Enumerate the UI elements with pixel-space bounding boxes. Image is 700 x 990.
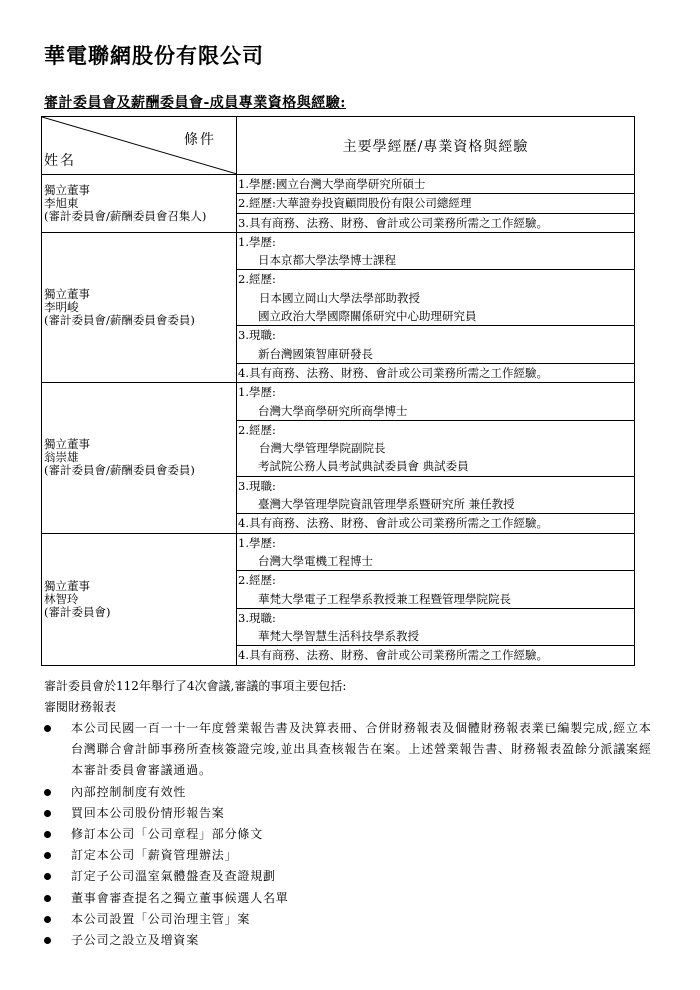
list-item — [44, 866, 656, 887]
member-role: (審計委員會/薪酬委員會委員) — [44, 313, 195, 328]
bullet-icon — [44, 852, 51, 859]
member-qualifications-cell — [237, 232, 635, 382]
member-name: 李旭東 — [44, 195, 79, 210]
list-item — [44, 909, 656, 930]
list-item — [44, 824, 656, 845]
member-name-cell — [42, 533, 237, 665]
qualification-line: 臺灣大學管理學院資訊管理學系暨研究所 兼任教授 — [237, 495, 634, 514]
list-item — [44, 782, 656, 803]
member-role: (審計委員會/薪酬委員會召集人) — [44, 208, 207, 223]
list-item-text: 本公司設置「公司治理主管」案 — [71, 911, 251, 926]
qualification-line: 日本國立岡山大學法學部助教授 — [259, 290, 420, 305]
diagonal-header-cell — [42, 117, 237, 175]
member-title: 獨立董事 — [44, 437, 90, 452]
qualification-line: 華梵大學電子工程學系教授兼工程暨管理學院院長 — [237, 590, 634, 609]
member-name: 翁崇雄 — [44, 450, 79, 465]
qualification-line: 2.經歷: — [238, 573, 276, 588]
qualification-line: 2.經歷: — [238, 272, 276, 287]
member-name-cell — [42, 175, 237, 233]
review-items-list — [44, 718, 656, 951]
list-item-text: 董事會審查提名之獨立董事候選人名單 — [71, 890, 289, 905]
table-row — [42, 383, 635, 533]
list-item-text: 子公司之設立及增資案 — [71, 933, 200, 948]
member-qualifications-cell — [237, 383, 635, 533]
bullet-icon — [44, 810, 51, 817]
list-item-text: 買回本公司股份情形報告案 — [71, 805, 225, 820]
member-role: (審計委員會/薪酬委員會委員) — [44, 463, 195, 478]
bullet-icon — [44, 916, 51, 923]
member-role: (審計委員會) — [44, 604, 111, 619]
member-qualifications-cell — [237, 175, 635, 233]
qualification-line: 1.學歷:國立台灣大學商學研究所碩士 — [237, 175, 634, 194]
list-item-text: 訂定本公司「薪資管理辦法」 — [71, 848, 238, 863]
bullet-icon — [44, 725, 51, 732]
table-header-row — [42, 117, 635, 175]
qualification-line: 考試院公務人員考試典試委員會 典試委員 — [237, 457, 634, 476]
qualification-line: 3.現職: — [238, 610, 276, 625]
list-item — [44, 845, 656, 866]
qualification-line: 華梵大學智慧生活科技學系教授 — [237, 627, 634, 646]
qualification-line: 3.現職: — [238, 478, 276, 493]
qualification-line: 3.具有商務、法務、財務、會計或公司業務所需之工作經驗。 — [238, 215, 548, 230]
qualification-line: 1.學歷: — [238, 535, 276, 550]
member-qualifications-cell — [237, 533, 635, 665]
qualification-line: 台灣大學電機工程博士 — [237, 552, 634, 571]
list-item-text: 內部控制制度有效性 — [71, 784, 187, 799]
bullet-icon — [44, 895, 51, 902]
list-item — [44, 718, 656, 782]
bullet-icon — [44, 789, 51, 796]
qualification-line: 1.學歷: — [238, 234, 276, 249]
qualification-line: 4.具有商務、法務、財務、會計或公司業務所需之工作經驗。 — [238, 365, 548, 380]
list-item-text: 訂定子公司溫室氣體盤查及查證規劃 — [71, 869, 276, 884]
qualification-line: 台灣大學商學研究所商學博士 — [237, 402, 634, 421]
header-qualifications: 主要學經歷/專業資格與經驗 — [237, 117, 635, 175]
qualification-line: 台灣大學管理學院副院長 — [259, 441, 386, 456]
member-title: 獨立董事 — [44, 287, 90, 302]
bullet-icon — [44, 831, 51, 838]
member-name: 林智玲 — [44, 591, 79, 606]
meetings-text: 審計委員會於112年舉行了4次會議,審議的事項主要包括: — [44, 679, 347, 693]
qualification-line: 新台灣國策智庫研發長 — [237, 345, 634, 364]
member-name-cell — [42, 232, 237, 382]
list-item — [44, 888, 656, 909]
table-row — [42, 232, 635, 382]
member-title: 獨立董事 — [44, 578, 90, 593]
qualification-line: 1.學歷: — [238, 385, 276, 400]
section-title: 審計委員會及薪酬委員會-成員專業資格與經驗: — [44, 95, 346, 111]
member-name: 李明峻 — [44, 300, 79, 315]
table-row — [42, 175, 635, 233]
bullet-icon — [44, 937, 51, 944]
qualification-line: 2.經歷: — [238, 422, 276, 437]
meetings-summary — [44, 676, 346, 718]
qualification-line: 4.具有商務、法務、財務、會計或公司業務所需之工作經驗。 — [238, 648, 548, 663]
header-name: 姓名 — [44, 153, 76, 169]
review-title: 審閱財務報表 — [44, 700, 117, 714]
list-item-text: 修訂本公司「公司章程」部分條文 — [71, 827, 264, 842]
list-item-text: 本公司民國一百一十一年度營業報告書及決算表冊、合併財務報表及個體財務報表業已編製完成,經立本台灣聯合會計師事務所查核簽證完竣,並出具查核報告在案。上述營業報告書、財務報表盈餘分派議案經本審計委員會審議通過。 — [71, 721, 652, 778]
company-name: 華電聯網股份有限公司 — [44, 44, 264, 68]
qualification-line: 4.具有商務、法務、財務、會計或公司業務所需之工作經驗。 — [238, 516, 548, 531]
committee-members-table — [41, 116, 635, 666]
list-item — [44, 803, 656, 824]
header-condition: 條件 — [184, 132, 216, 148]
member-name-cell — [42, 383, 237, 533]
bullet-icon — [44, 873, 51, 880]
qualification-line: 2.經歷:大華證券投資顧問股份有限公司總經理 — [237, 194, 634, 213]
qualification-line: 日本京都大學法學博士課程 — [237, 251, 634, 270]
qualification-line: 國立政治大學國際關係研究中心助理研究員 — [237, 307, 634, 326]
qualification-line: 3.現職: — [238, 328, 276, 343]
table-row — [42, 533, 635, 665]
list-item — [44, 930, 656, 951]
member-title: 獨立董事 — [44, 182, 90, 197]
